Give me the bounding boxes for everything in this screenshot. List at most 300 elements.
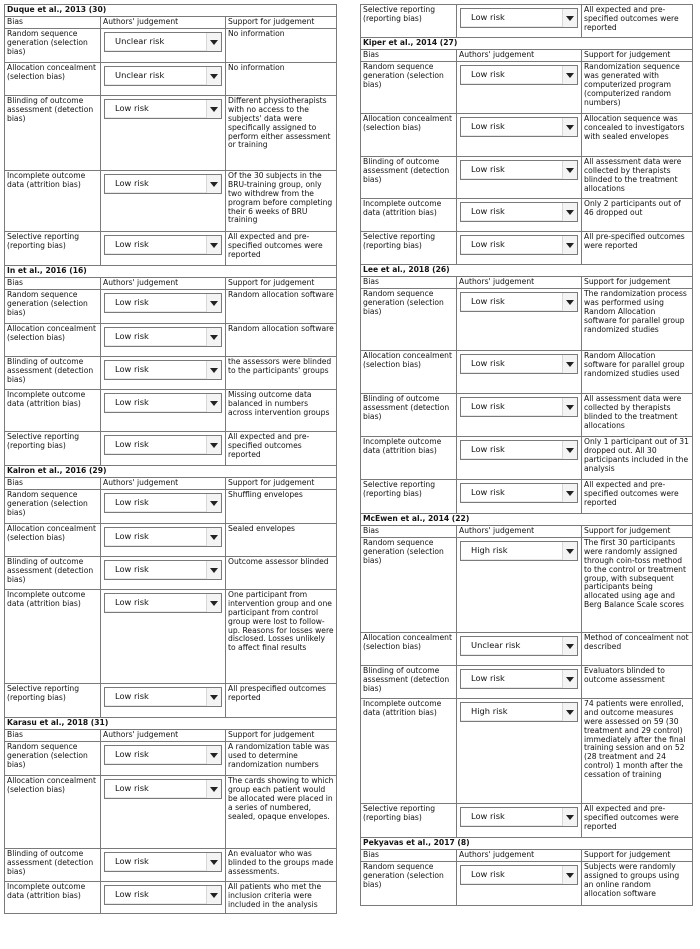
judgement-value: Low risk [471,12,505,22]
judgement-value: Low risk [471,296,505,306]
chevron-down-icon[interactable] [206,561,221,579]
bias-domain: Incomplete outcome data (attrition bias) [5,882,101,914]
judgement-dropdown[interactable] [104,360,222,380]
chevron-down-icon[interactable] [206,780,221,798]
header-support: Support for judgement [226,730,337,742]
judgement-cell [101,849,226,882]
study-table [4,4,337,914]
study-title: Duque et al., 2013 (30) [5,5,337,17]
bias-row [361,199,693,232]
header-judgement: Authors' judgement [457,277,582,289]
support-text: Allocation sequence was concealed to investigators with sealed envelopes [582,114,693,157]
judgement-cell [457,480,582,514]
support-text: Random allocation software [226,324,337,357]
judgement-dropdown[interactable] [460,292,578,312]
bias-row [5,324,337,357]
bias-row [5,357,337,390]
bias-domain: Selective reporting (reporting bias) [361,804,457,838]
bias-domain: Incomplete outcome data (attrition bias) [361,699,457,804]
judgement-dropdown[interactable] [104,327,222,347]
judgement-dropdown[interactable] [460,669,578,689]
bias-domain: Incomplete outcome data (attrition bias) [361,199,457,232]
header-row [361,50,693,62]
bias-row [361,289,693,351]
judgement-value: Unclear risk [115,36,165,46]
header-support: Support for judgement [582,50,693,62]
judgement-dropdown[interactable] [104,745,222,765]
judgement-value: Low risk [471,673,505,683]
judgement-cell [101,776,226,849]
judgement-value: Low risk [115,178,149,188]
judgement-dropdown[interactable] [460,397,578,417]
support-text: An evaluator who was blinded to the groups made assessments. [226,849,337,882]
chevron-down-icon[interactable] [206,746,221,764]
bias-domain: Random sequence generation (selection bias) [361,538,457,633]
bias-domain: Blinding of outcome assessment (detection bias) [361,394,457,437]
bias-row [5,742,337,776]
bias-row [5,882,337,914]
judgement-cell [101,232,226,266]
judgement-value: Low risk [471,401,505,411]
bias-domain: Incomplete outcome data (attrition bias) [5,390,101,432]
header-bias: Bias [361,850,457,862]
judgement-value: Low risk [471,487,505,497]
judgement-value: Low risk [115,364,149,374]
judgement-cell [457,62,582,114]
chevron-down-icon[interactable] [206,100,221,118]
support-text: All expected and pre-specified outcomes were reported [582,480,693,514]
bias-domain: Blinding of outcome assessment (detection bias) [5,357,101,390]
chevron-down-icon[interactable] [206,361,221,379]
judgement-value: Low risk [115,331,149,341]
judgement-value: Low risk [471,206,505,216]
support-text: All prespecified outcomes reported [226,684,337,718]
support-text: Only 2 participants out of 46 dropped out [582,199,693,232]
header-row [361,850,693,862]
support-text: All expected and pre-specified outcomes reported [226,432,337,466]
bias-row [361,157,693,199]
chevron-down-icon[interactable] [206,394,221,412]
bias-domain: Selective reporting (reporting bias) [361,232,457,265]
judgement-value: Low risk [115,103,149,113]
chevron-down-icon[interactable] [206,175,221,193]
judgement-cell [457,633,582,666]
judgement-value: Low risk [471,444,505,454]
bias-domain: Random sequence generation (selection bias) [5,742,101,776]
judgement-dropdown[interactable] [104,687,222,707]
header-bias: Bias [361,50,457,62]
chevron-down-icon[interactable] [562,637,577,655]
bias-row [5,557,337,590]
bias-domain: Allocation concealment (selection bias) [5,63,101,96]
judgement-cell [101,324,226,357]
judgement-value: Low risk [115,691,149,701]
header-support: Support for judgement [226,478,337,490]
study-title-row [361,265,693,277]
bias-domain: Blinding of outcome assessment (detection bias) [5,96,101,171]
judgement-dropdown[interactable] [460,8,578,28]
chevron-down-icon[interactable] [206,594,221,612]
chevron-down-icon[interactable] [562,293,577,311]
judgement-value: Low risk [115,889,149,899]
judgement-cell [457,394,582,437]
study-title-row [361,838,693,850]
chevron-down-icon[interactable] [562,203,577,221]
bias-domain: Allocation concealment (selection bias) [361,114,457,157]
study-title-row [5,466,337,478]
support-text: Only 1 participant out of 31 dropped out. All 30 participants included in the analysis [582,437,693,480]
judgement-value: Low risk [471,69,505,79]
judgement-cell [101,171,226,232]
bias-row [5,29,337,63]
judgement-cell [457,699,582,804]
study-table [360,4,693,906]
judgement-dropdown[interactable] [104,32,222,52]
judgement-dropdown[interactable] [104,99,222,119]
chevron-down-icon[interactable] [562,441,577,459]
chevron-down-icon[interactable] [562,484,577,502]
study-title: Kiper et al., 2014 (27) [361,38,693,50]
judgement-cell [457,538,582,633]
judgement-value: Low risk [471,811,505,821]
bias-row [361,62,693,114]
chevron-down-icon[interactable] [206,886,221,904]
judgement-value: Low risk [471,121,505,131]
left-column [4,4,336,914]
support-text: Outcome assessor blinded [226,557,337,590]
support-text: No information [226,29,337,63]
judgement-cell [101,742,226,776]
judgement-cell [457,232,582,265]
judgement-value: Low risk [471,358,505,368]
judgement-cell [101,390,226,432]
chevron-down-icon[interactable] [562,118,577,136]
judgement-cell [457,5,582,38]
chevron-down-icon[interactable] [562,66,577,84]
bias-row [361,480,693,514]
judgement-value: Low risk [471,869,505,879]
header-judgement: Authors' judgement [101,478,226,490]
support-text: All expected and pre-specified outcomes were reported [582,5,693,38]
bias-row [5,490,337,524]
support-text: Missing outcome data balanced in numbers across intervention groups [226,390,337,432]
judgement-dropdown[interactable] [460,65,578,85]
chevron-down-icon[interactable] [562,355,577,373]
judgement-dropdown[interactable] [460,117,578,137]
judgement-dropdown[interactable] [460,160,578,180]
support-text: All assessment data were collected by therapists blinded to the treatment allocations [582,394,693,437]
bias-domain: Selective reporting (reporting bias) [361,480,457,514]
support-text: Shuffling envelopes [226,490,337,524]
bias-row [361,633,693,666]
header-judgement: Authors' judgement [101,730,226,742]
header-support: Support for judgement [582,526,693,538]
judgement-dropdown[interactable] [104,885,222,905]
judgement-cell [457,666,582,699]
chevron-down-icon[interactable] [562,808,577,826]
judgement-dropdown[interactable] [104,527,222,547]
chevron-down-icon[interactable] [206,853,221,871]
judgement-dropdown[interactable] [104,293,222,313]
chevron-down-icon[interactable] [206,33,221,51]
judgement-dropdown[interactable] [104,560,222,580]
judgement-cell [457,289,582,351]
judgement-dropdown[interactable] [104,493,222,513]
header-bias: Bias [361,277,457,289]
chevron-down-icon[interactable] [206,436,221,454]
support-text: Subjects were randomly assigned to groups using an online random allocation software [582,862,693,906]
chevron-down-icon[interactable] [206,236,221,254]
support-text: The cards showing to which group each patient would be allocated were placed in a series of numbered, sealed, opaque envelopes. [226,776,337,849]
support-text: Random Allocation software for parallel group randomized studies used [582,351,693,394]
bias-row [5,776,337,849]
judgement-cell [101,524,226,557]
judgement-dropdown[interactable] [104,393,222,413]
judgement-value: Low risk [115,856,149,866]
chevron-down-icon[interactable] [206,294,221,312]
chevron-down-icon[interactable] [206,328,221,346]
bias-domain: Allocation concealment (selection bias) [361,633,457,666]
bias-row [5,590,337,684]
bias-domain: Random sequence generation (selection bias) [361,289,457,351]
judgement-value: Low risk [115,439,149,449]
judgement-dropdown[interactable] [460,702,578,722]
chevron-down-icon[interactable] [562,161,577,179]
header-support: Support for judgement [582,277,693,289]
header-support: Support for judgement [226,17,337,29]
bias-row [361,351,693,394]
support-text: Sealed envelopes [226,524,337,557]
bias-domain: Selective reporting (reporting bias) [361,5,457,38]
bias-row [5,96,337,171]
judgement-cell [101,684,226,718]
bias-domain: Random sequence generation (selection bias) [361,862,457,906]
judgement-cell [457,437,582,480]
bias-row [361,666,693,699]
header-bias: Bias [5,17,101,29]
support-text: All patients who met the inclusion criteria were included in the analysis [226,882,337,914]
judgement-dropdown[interactable] [104,435,222,455]
bias-domain: Random sequence generation (selection bias) [5,29,101,63]
bias-domain: Incomplete outcome data (attrition bias) [5,590,101,684]
judgement-dropdown[interactable] [460,807,578,827]
chevron-down-icon[interactable] [562,670,577,688]
judgement-cell [101,557,226,590]
judgement-cell [457,862,582,906]
chevron-down-icon[interactable] [562,703,577,721]
chevron-down-icon[interactable] [562,9,577,27]
support-text: A randomization table was used to determine randomization numbers [226,742,337,776]
study-title-row [361,514,693,526]
judgement-cell [101,490,226,524]
bias-domain: Random sequence generation (selection bias) [361,62,457,114]
right-column [360,4,692,906]
bias-row [5,849,337,882]
header-bias: Bias [5,730,101,742]
study-title: Pekyavas et al., 2017 (8) [361,838,693,850]
judgement-cell [457,114,582,157]
header-judgement: Authors' judgement [101,278,226,290]
header-judgement: Authors' judgement [101,17,226,29]
judgement-value: Low risk [115,564,149,574]
chevron-down-icon[interactable] [206,67,221,85]
header-support: Support for judgement [226,278,337,290]
support-text: Evaluators blinded to outcome assessment [582,666,693,699]
support-text: All pre-specified outcomes were reported [582,232,693,265]
support-text: 74 patients were enrolled, and outcome measures were assessed on 59 (30 treatment and 29 control) immediately after the final training session and on 52 (28 treatment and 24 control) 1 month after the cessation of training [582,699,693,804]
judgement-cell [101,29,226,63]
bias-domain: Selective reporting (reporting bias) [5,432,101,466]
judgement-dropdown[interactable] [104,174,222,194]
support-text: No information [226,63,337,96]
bias-row [5,684,337,718]
header-bias: Bias [5,278,101,290]
header-judgement: Authors' judgement [457,526,582,538]
judgement-value: Low risk [115,783,149,793]
bias-row [361,232,693,265]
support-text: The first 30 participants were randomly assigned through coin-toss method to the control or treatment group, with subsequent participants being allocated using age and Berg Balance Scale scores [582,538,693,633]
judgement-dropdown[interactable] [460,541,578,561]
header-row [5,730,337,742]
support-text: Of the 30 subjects in the BRU-training group, only two withdrew from the program before completing their 6 weeks of BRU training [226,171,337,232]
bias-row [361,699,693,804]
study-title-row [5,266,337,278]
bias-row [361,862,693,906]
header-row [361,526,693,538]
bias-row [5,63,337,96]
support-text: Different physiotherapists with no access to the subjects' data were specifically assigned to perform either assessment or training [226,96,337,171]
bias-domain: Allocation concealment (selection bias) [5,776,101,849]
bias-domain: Allocation concealment (selection bias) [5,524,101,557]
header-row [5,478,337,490]
chevron-down-icon[interactable] [206,494,221,512]
header-row [361,277,693,289]
judgement-cell [101,63,226,96]
bias-row [361,394,693,437]
judgement-cell [101,290,226,324]
judgement-value: Low risk [115,397,149,407]
judgement-dropdown[interactable] [460,202,578,222]
study-title: McEwen et al., 2014 (22) [361,514,693,526]
header-bias: Bias [361,526,457,538]
bias-row [361,804,693,838]
chevron-down-icon[interactable] [206,688,221,706]
support-text: All assessment data were collected by therapists blinded to the treatment allocations [582,157,693,199]
bias-row [5,390,337,432]
header-row [5,17,337,29]
judgement-dropdown[interactable] [460,235,578,255]
judgement-cell [457,804,582,838]
bias-row [361,5,693,38]
support-text: All expected and pre-specified outcomes were reported [226,232,337,266]
bias-domain: Incomplete outcome data (attrition bias) [5,171,101,232]
judgement-cell [457,351,582,394]
judgement-cell [101,432,226,466]
support-text: Random allocation software [226,290,337,324]
judgement-dropdown[interactable] [460,636,578,656]
bias-domain: Blinding of outcome assessment (detection bias) [5,557,101,590]
header-row [5,278,337,290]
header-judgement: Authors' judgement [457,850,582,862]
judgement-value: Unclear risk [471,640,521,650]
judgement-cell [457,157,582,199]
judgement-value: High risk [471,545,508,555]
judgement-dropdown[interactable] [460,483,578,503]
judgement-dropdown[interactable] [104,779,222,799]
judgement-value: Low risk [115,749,149,759]
chevron-down-icon[interactable] [562,236,577,254]
judgement-value: Low risk [471,164,505,174]
judgement-cell [101,357,226,390]
study-title-row [5,5,337,17]
bias-domain: Incomplete outcome data (attrition bias) [361,437,457,480]
support-text: Method of concealment not described [582,633,693,666]
support-text: Randomization sequence was generated with computerized program (computerized random numbers) [582,62,693,114]
bias-row [361,114,693,157]
support-text: The randomization process was performed using Random Allocation software for parallel group randomized studies [582,289,693,351]
study-title-row [361,38,693,50]
judgement-cell [101,590,226,684]
study-title: Lee et al., 2018 (26) [361,265,693,277]
bias-row [5,171,337,232]
bias-domain: Selective reporting (reporting bias) [5,684,101,718]
bias-row [361,538,693,633]
judgement-value: Low risk [115,239,149,249]
judgement-dropdown[interactable] [104,235,222,255]
judgement-value: High risk [471,706,508,716]
judgement-value: Low risk [115,497,149,507]
chevron-down-icon[interactable] [206,528,221,546]
judgement-value: Low risk [115,531,149,541]
bias-domain: Blinding of outcome assessment (detection bias) [361,666,457,699]
bias-row [361,437,693,480]
header-support: Support for judgement [582,850,693,862]
chevron-down-icon[interactable] [562,398,577,416]
judgement-dropdown[interactable] [460,865,578,885]
bias-domain: Blinding of outcome assessment (detection bias) [5,849,101,882]
bias-domain: Allocation concealment (selection bias) [361,351,457,394]
bias-domain: Allocation concealment (selection bias) [5,324,101,357]
chevron-down-icon[interactable] [562,866,577,884]
chevron-down-icon[interactable] [562,542,577,560]
judgement-cell [101,96,226,171]
bias-domain: Random sequence generation (selection bias) [5,290,101,324]
judgement-value: Low risk [115,597,149,607]
judgement-dropdown[interactable] [104,852,222,872]
study-title: In et al., 2016 (16) [5,266,337,278]
bias-row [5,232,337,266]
bias-domain: Random sequence generation (selection bias) [5,490,101,524]
bias-domain: Selective reporting (reporting bias) [5,232,101,266]
support-text: the assessors were blinded to the participants' groups [226,357,337,390]
judgement-dropdown[interactable] [460,440,578,460]
bias-row [5,432,337,466]
judgement-dropdown[interactable] [104,593,222,613]
judgement-value: Unclear risk [115,70,165,80]
bias-row [5,524,337,557]
bias-domain: Blinding of outcome assessment (detection bias) [361,157,457,199]
judgement-dropdown[interactable] [104,66,222,86]
judgement-value: Low risk [471,239,505,249]
judgement-cell [457,199,582,232]
study-title-row [5,718,337,730]
study-title: Kalron et al., 2016 (29) [5,466,337,478]
support-text: One participant from intervention group and one participant from control group were lost to follow-up. Reasons for losses were disclosed. Losses unlikely to affect final results [226,590,337,684]
judgement-dropdown[interactable] [460,354,578,374]
support-text: All expected and pre-specified outcomes were reported [582,804,693,838]
header-bias: Bias [5,478,101,490]
judgement-cell [101,882,226,914]
